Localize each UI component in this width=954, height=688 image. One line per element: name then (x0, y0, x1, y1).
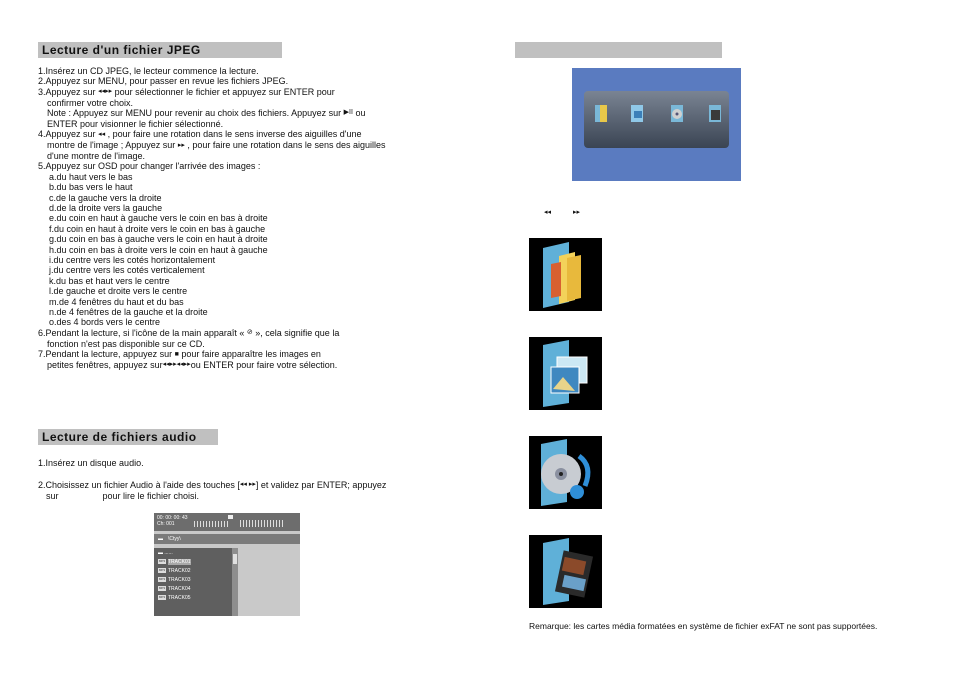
transition-item: o.des 4 bords vers le centre (49, 317, 161, 328)
track-item[interactable]: MP3 TRACK04 (158, 586, 191, 592)
track-item[interactable]: MP3 TRACK03 (158, 577, 191, 583)
spectrum-left (194, 521, 228, 527)
audio-heading: Lecture de fichiers audio (38, 429, 218, 445)
parent-folder[interactable]: ▬ ...... (158, 550, 173, 556)
next-icon: ▸▸ (177, 141, 185, 149)
folder-icon: ▬ (158, 550, 163, 556)
transition-item: m.de 4 fenêtres du haut et du bas (49, 296, 184, 307)
audio-step-2: 2.Choisissez un fichier Audio à l'aide des touches [◂◂ ▸▸] et validez par ENTER; appuyez sur pour lire le fichier choisi. (38, 480, 387, 501)
channel: Ch: 001 (157, 521, 175, 527)
step-7: 7.Pendant la lecture, appuyez sur ■ pour faire apparaître les images en (38, 349, 321, 360)
transition-item: i.du centre vers les cotés horizontalement (49, 255, 216, 265)
blank-heading-bar (515, 42, 722, 58)
mp3-icon: MP3 (158, 568, 166, 573)
spectrum-right (240, 520, 284, 527)
photo-icon (529, 337, 602, 410)
nav-icons: ◂◂▸▸◂◂▸▸ (162, 361, 191, 369)
transition-item: d.de la droite vers la gauche (49, 202, 163, 213)
media-menu-screen (572, 68, 741, 181)
media-menu-bar (584, 91, 729, 148)
mp3-icon: MP3 (158, 586, 166, 591)
step-4-c: d'une montre de l'image. (47, 150, 145, 161)
elapsed-time: 00: 00: 00: 43 (157, 515, 188, 521)
note: Note : Appuyez sur MENU pour revenir au choix des fichiers. Appuyez sur ▶II ou (47, 108, 366, 119)
mp3-icon: MP3 (158, 559, 166, 564)
audio-player-screen (154, 513, 300, 616)
transition-item: j.du centre vers les cotés verticalement (49, 265, 205, 276)
remark-text: Remarque: les cartes média formatées en système de fichier exFAT ne sont pas supportées. (529, 621, 878, 631)
transition-item: g.du coin en bas à gauche vers le coin en haut à droite (49, 234, 268, 245)
prev-next-icon: ◂◂ ▸▸ (239, 481, 256, 489)
step-3-b: pour sélectionner le fichier et appuyez sur ENTER pour (114, 86, 335, 97)
step-3 (38, 87, 458, 98)
transition-item: c.de la gauche vers la droite (49, 192, 162, 203)
step-3-a: 3.Appuyez sur (38, 86, 96, 97)
music-icon (529, 436, 602, 509)
scroll-thumb[interactable] (233, 554, 237, 564)
folder-icon (529, 238, 602, 311)
player-status-bar (154, 513, 300, 531)
track-item[interactable]: MP3 TRACK05 (158, 595, 191, 601)
step-2: 2.Appuyez sur MENU, pour passer en revue les fichiers JPEG. (38, 76, 289, 87)
transition-item: e.du coin en haut à gauche vers le coin en bas à droite (49, 213, 268, 224)
transition-item: k.du bas et haut vers le centre (49, 275, 170, 286)
note-2: ENTER pour visionner le fichier sélectionné. (47, 118, 224, 129)
mp3-icon: MP3 (158, 595, 166, 600)
prev-icon: ◂◂ (98, 130, 106, 138)
photo-icon[interactable] (630, 103, 644, 123)
play-pause-icon: ▶II (343, 109, 353, 117)
folder-icon[interactable] (594, 103, 608, 123)
music-icon[interactable] (670, 103, 684, 123)
folder-path-text: \Ctyy\ (168, 536, 181, 542)
prev-next-icon: ◂◂▸▸ (98, 88, 113, 96)
audio-step-1: 1.Insérez un disque audio. (38, 458, 144, 468)
step-5: 5.Appuyez sur OSD pour changer l'arrivée des images : (38, 161, 261, 172)
folder-path (154, 534, 300, 544)
next-icon: ▸▸ (573, 209, 581, 216)
track-scrollbar[interactable] (232, 548, 238, 616)
step-4: 4.Appuyez sur ◂◂ , pour faire une rotation dans le sens inverse des aiguilles d'une (38, 129, 362, 140)
movie-icon (529, 535, 602, 608)
track-list[interactable] (154, 548, 232, 616)
transition-item: f.du coin en haut à droite vers le coin en bas à gauche (49, 223, 266, 234)
jpeg-heading: Lecture d'un fichier JPEG (38, 42, 282, 58)
step-7-b: petites fenêtres, appuyez sur◂◂▸▸◂◂▸▸ou ENTER pour faire votre sélection. (47, 359, 338, 370)
step-3-c: confirmer votre choix. (47, 97, 134, 108)
track-item[interactable]: MP3 TRACK02 (158, 568, 191, 574)
step-1: 1.Insérez un CD JPEG, le lecteur commence la lecture. (38, 66, 259, 76)
no-entry-icon: ⊘ (246, 329, 253, 337)
prev-icon: ◂◂ (544, 209, 552, 216)
transition-item: n.de 4 fenêtres de la gauche et la droite (49, 307, 208, 318)
stop-icon: ■ (174, 350, 179, 358)
step-6-b: fonction n'est pas disponible sur ce CD. (47, 338, 205, 349)
transition-item: l.de gauche et droite vers le centre (49, 286, 188, 297)
step-6: 6.Pendant la lecture, si l'icône de la main apparaît « ⊘ », cela signifie que la (38, 327, 340, 338)
mp3-icon: MP3 (158, 577, 166, 582)
transition-item: b.du bas vers le haut (49, 182, 133, 193)
folder-icon: ▬ (158, 536, 163, 542)
transition-item: a.du haut vers le bas (49, 171, 133, 182)
transition-item: h.du coin en bas à droite vers le coin en haut à gauche (49, 244, 268, 255)
disc-icon (228, 515, 233, 519)
track-item[interactable]: MP3 TRACK01 (158, 559, 191, 565)
movie-icon[interactable] (708, 103, 722, 123)
jpeg-instructions (38, 66, 458, 371)
step-4-b: montre de l'image ; Appuyez sur ▸▸ , pour faire une rotation dans le sens des aiguilles (47, 140, 386, 151)
